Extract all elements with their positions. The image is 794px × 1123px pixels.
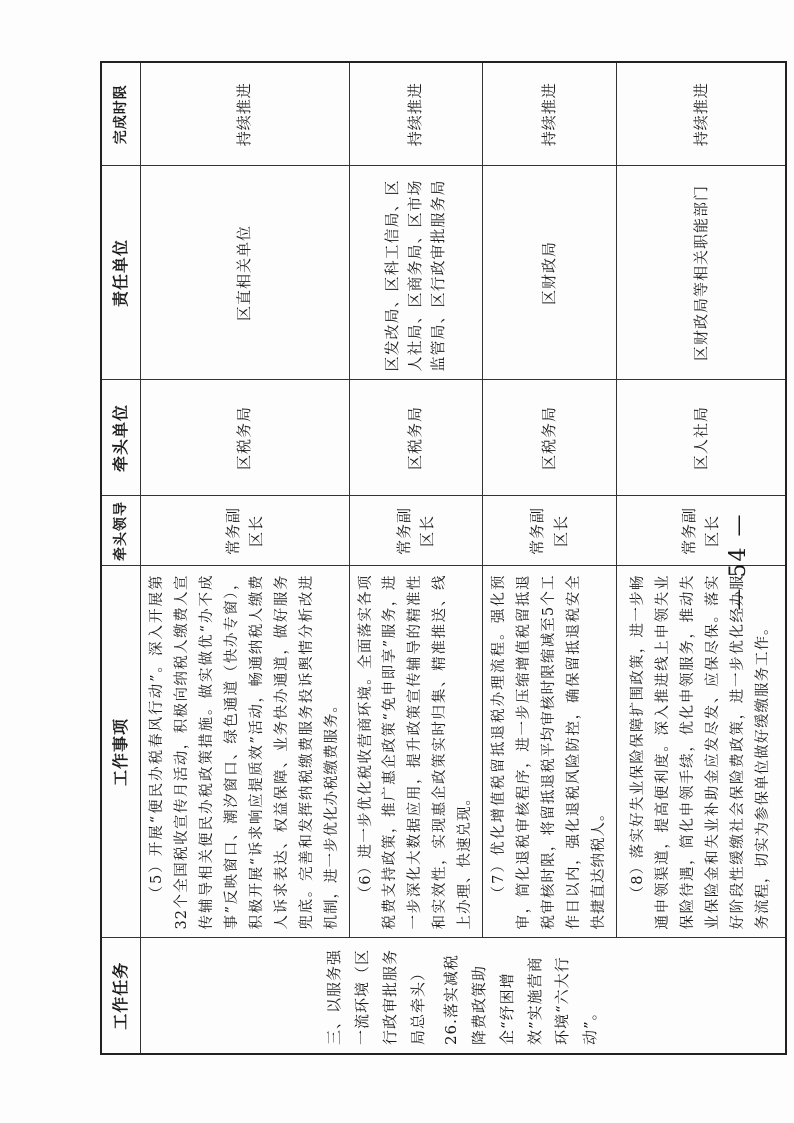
work-item: （7）优化增值税留抵退税办理流程。强化预审，简化退税审核程序，进一步压缩增值税留抵退税审核时限，将留抵退税平均审核时限缩减至5个工作日以内，强化退税风险防控，确保留抵退税安全快捷直达纳税人。: [483, 566, 617, 938]
task-detail: 26.落实减税降费政策助企“纾困增效”实施营商环境“六大行动”。: [442, 954, 600, 1045]
table-row: [483, 62, 617, 1054]
responsible-unit: 区财政局等相关职能部门: [616, 166, 786, 380]
work-item: （6）进一步优化税收营商环境。全面落实各项税费支持政策，推广惠企政策“免申即享”服务，进一步深化大数据应用，提升政策宣传辅导的精准性和实效性，实现惠企政策实时归集、精准推送、线上办理、快速兑现。: [349, 566, 483, 938]
table-row: [141, 62, 350, 1054]
lead-unit: 区人社局: [616, 380, 786, 496]
deadline: 持续推进: [483, 62, 617, 166]
deadline: 持续推进: [616, 62, 786, 166]
lead-unit: 区税务局: [349, 380, 483, 496]
lead-leader: 常务副区长: [349, 496, 483, 566]
work-task-table: [100, 61, 787, 1055]
lead-unit: 区税务局: [483, 380, 617, 496]
work-item: （8）落实好失业保险保障扩围政策，进一步畅通申领渠道，提高便利度。深入推进线上申领失业保险待遇，简化申领手续，优化申领服务，推动失业保险金和失业补助金应发尽发、应保尽保。落实好阶段性缓缴社会保险费政策，进一步优化经办服务流程，切实为参保单位做好缓缴服务工作。: [616, 566, 786, 938]
table-row: [616, 62, 786, 1054]
header-item: 工作事项: [101, 566, 141, 938]
lead-leader: 常务副区长: [483, 496, 617, 566]
header-leader: 牵头领导: [101, 496, 141, 566]
responsible-unit: 区财政局: [483, 166, 617, 380]
page-number: — 54 —: [726, 512, 751, 611]
header-lead-unit: 牵头单位: [101, 380, 141, 496]
task-section: 三、以服务强一流环境（区行政审批服务局总牵头）: [325, 948, 427, 1045]
table-row: [349, 62, 483, 1054]
lead-unit: 区税务局: [141, 380, 350, 496]
deadline: 持续推进: [349, 62, 483, 166]
responsible-unit: 区直相关单位: [141, 166, 350, 380]
table-header-row: [101, 62, 141, 1054]
lead-leader: 常务副区长: [616, 496, 786, 566]
task-cell: [141, 938, 787, 1054]
lead-leader: 常务副区长: [141, 496, 350, 566]
header-resp-unit: 责任单位: [101, 166, 141, 380]
header-task: 工作任务: [101, 938, 141, 1054]
responsible-unit: 区发改局、区科工信局、区人社局、区商务局、区市场监管局、区行政审批服务局: [349, 166, 483, 380]
deadline: 持续推进: [141, 62, 350, 166]
work-item: （5）开展“便民办税春风行动”。深入开展第32个全国税收宣传月活动，积极向纳税人缴费人宣传辅导相关便民办税政策措施。做实做优“办不成事”反映窗口、潮汐窗口、绿色通道（快办专窗），积极开展“诉求响应提质效”活动，畅通纳税人缴费人诉求表达、权益保障、业务快办通道，做好服务兜底。完善和发挥纳税缴费服务投诉舆情分析改进机制，进一步优化办税缴费服务。: [141, 566, 350, 938]
header-deadline: 完成时限: [101, 62, 141, 166]
